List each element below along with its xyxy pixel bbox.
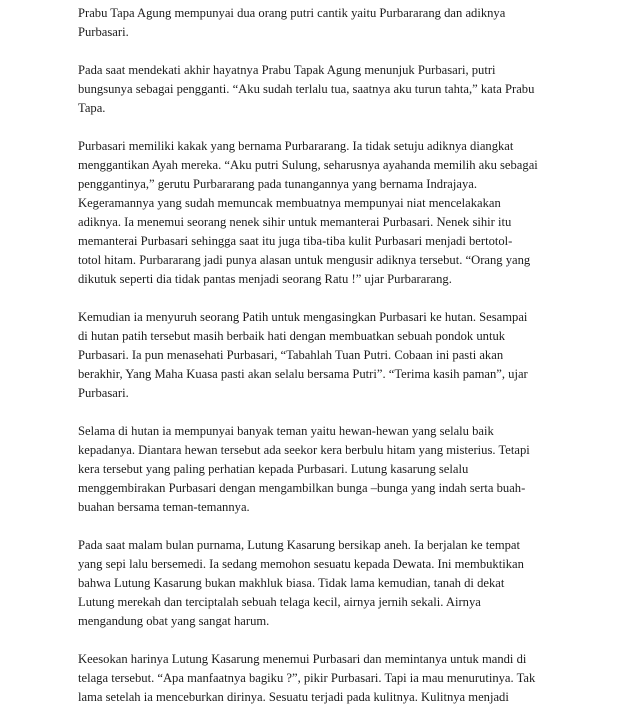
paragraph xyxy=(78,650,638,707)
paragraph xyxy=(78,4,638,42)
text-line: Pada saat malam bulan purnama, Lutung Kasarung bersikap aneh. Ia berjalan ke tempat xyxy=(78,538,521,552)
text-line: totol hitam. Purbararang jadi punya alasan untuk mengusir adiknya tersebut. “Orang yang xyxy=(78,253,531,267)
text-line: yang sepi lalu bersemedi. Ia sedang memohon sesuatu kepada Dewata. Ini membuktikan xyxy=(78,557,524,571)
text-line: Purbasari. xyxy=(78,386,129,400)
text-line: Keesokan harinya Lutung Kasarung menemui Purbasari dan memintanya untuk mandi di xyxy=(78,652,527,666)
paragraph xyxy=(78,137,638,289)
text-line: menggantikan Ayah mereka. “Aku putri Sulung, seharusnya ayahanda memilih aku sebagai xyxy=(78,158,538,172)
text-line: Kemudian ia menyuruh seorang Patih untuk mengasingkan Purbasari ke hutan. Sesampai xyxy=(78,310,528,324)
text-line: Prabu Tapa Agung mempunyai dua orang putri cantik yaitu Purbararang dan adiknya xyxy=(78,6,506,20)
text-line: Pada saat mendekati akhir hayatnya Prabu Tapak Agung menunjuk Purbasari, putri xyxy=(78,63,496,77)
text-line: buahan bersama teman-temannya. xyxy=(78,500,250,514)
text-line: Lutung merekah dan terciptalah sebuah telaga kecil, airnya jernih sekali. Airnya xyxy=(78,595,481,609)
text-line: di hutan patih tersebut masih berbaik hati dengan membuatkan sebuah pondok untuk xyxy=(78,329,506,343)
paragraph xyxy=(78,308,638,403)
text-line: Purbasari memiliki kakak yang bernama Purbararang. Ia tidak setuju adiknya diangkat xyxy=(78,139,514,153)
text-line: Selama di hutan ia mempunyai banyak teman yaitu hewan-hewan yang selalu baik xyxy=(78,424,494,438)
document-body xyxy=(78,4,638,726)
text-line: bahwa Lutung Kasarung bukan makhluk biasa. Tidak lama kemudian, tanah di dekat xyxy=(78,576,505,590)
text-line: mengandung obat yang sangat harum. xyxy=(78,614,270,628)
text-line: Kegeramannya yang sudah memuncak membuatnya mempunyai niat mencelakakan xyxy=(78,196,501,210)
text-line: bungsunya sebagai pengganti. “Aku sudah terlalu tua, saatnya aku turun tahta,” kata Prabu xyxy=(78,82,535,96)
text-line: menggembirakan Purbasari dengan mengambilkan bunga –bunga yang indah serta buah- xyxy=(78,481,526,495)
text-line: Purbasari. xyxy=(78,25,129,39)
paragraph xyxy=(78,536,638,631)
text-line: lama setelah ia menceburkan dirinya. Sesuatu terjadi pada kulitnya. Kulitnya menjadi xyxy=(78,690,509,704)
paragraph xyxy=(78,422,638,517)
paragraph xyxy=(78,61,638,118)
text-line: telaga tersebut. “Apa manfaatnya bagiku ?”, pikir Purbasari. Tapi ia mau menurutinya. Tak xyxy=(78,671,536,685)
text-line: kera tersebut yang paling perhatian kepada Purbasari. Lutung kasarung selalu xyxy=(78,462,469,476)
text-line: Tapa. xyxy=(78,101,106,115)
text-line: penggantinya,” gerutu Purbararang pada tunangannya yang bernama Indrajaya. xyxy=(78,177,477,191)
text-line: Purbasari. Ia pun menasehati Purbasari, “Tabahlah Tuan Putri. Cobaan ini pasti akan xyxy=(78,348,504,362)
text-line: berakhir, Yang Maha Kuasa pasti akan selalu bersama Putri”. “Terima kasih paman”, ujar xyxy=(78,367,528,381)
text-line: dikutuk seperti dia tidak pantas menjadi seorang Ratu !” ujar Purbararang. xyxy=(78,272,452,286)
text-line: memanterai Purbasari sehingga saat itu juga tiba-tiba kulit Purbasari menjadi bertotol- xyxy=(78,234,513,248)
text-line: adiknya. Ia menemui seorang nenek sihir untuk memanterai Purbasari. Nenek sihir itu xyxy=(78,215,512,229)
text-line: kepadanya. Diantara hewan tersebut ada seekor kera berbulu hitam yang misterius. Tetapi xyxy=(78,443,530,457)
